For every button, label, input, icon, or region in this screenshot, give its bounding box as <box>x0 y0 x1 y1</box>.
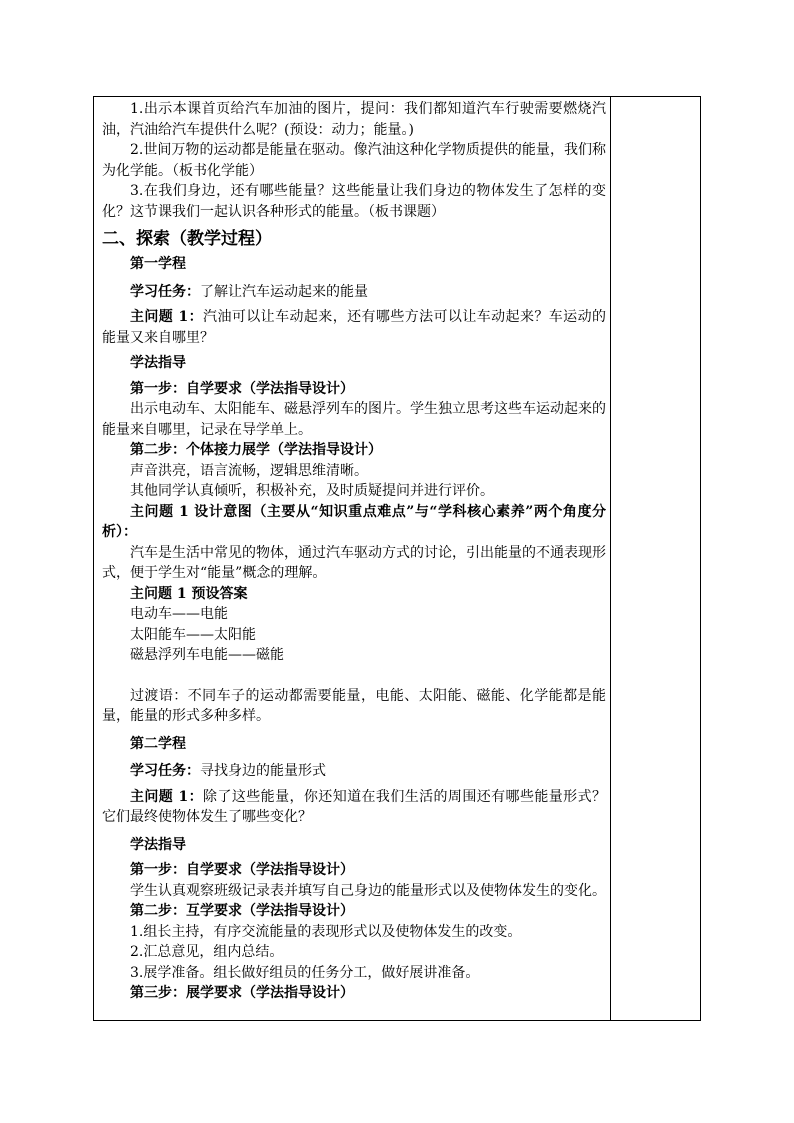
stage2-title: 第二学程 <box>130 735 186 752</box>
stage1-step1-title: 第一步：自学要求（学法指导设计） <box>130 380 354 397</box>
stage1-title: 第一学程 <box>130 256 186 272</box>
blank-line <box>102 666 606 686</box>
stage1-main-question <box>102 307 606 348</box>
stage1-answer-2: 太阳能车——太阳能 <box>130 626 256 643</box>
stage2-step1-title: 第一步：自学要求（学法指导设计） <box>130 862 354 878</box>
question-text: 汽油可以让车动起来，还有哪些方法可以让车动起来？车运动的能量又来自哪里？ <box>102 309 606 346</box>
stage1-answer-title: 主问题 1 预设答案 <box>130 585 248 602</box>
stage1-answer-1: 电动车——电能 <box>130 606 228 622</box>
intro-item-3: 3.在我们身边，还有哪些能量？这些能量让我们身边的物体发生了怎样的变化？这节课我们一起认识各种形式的能量。（板书课题） <box>102 183 606 220</box>
stage1-answer-3: 磁悬浮列车电能——磁能 <box>130 647 284 663</box>
stage2-main-question <box>102 787 606 828</box>
question-text: 除了这些能量，你还知道在我们生活的周围还有哪些能量形式？它们最终使物体发生了哪些变化？ <box>102 788 606 825</box>
question-label: 主问题 1： <box>130 788 204 805</box>
lesson-content <box>102 99 606 1004</box>
stage2-step1-text: 学生认真观察班级记录表并填写自己身边的能量形式以及使物体发生的变化。 <box>130 882 606 899</box>
stage2-step2-title: 第二步：互学要求（学法指导设计） <box>130 903 354 919</box>
stage2-step2-item-3: 3.展学准备。组长做好组员的任务分工，做好展讲准备。 <box>130 964 480 981</box>
stage1-step2-line2: 其他同学认真倾听，积极补充，及时质疑提问并进行评价。 <box>130 483 494 499</box>
stage2-guide: 学法指导 <box>130 836 186 853</box>
stage1-intent-text: 汽车是生活中常见的物体，通过汽车驱动方式的讨论，引出能量的不通表现形式，便于学生对“能量”概念的理解。 <box>102 544 606 581</box>
lesson-table <box>93 96 701 1021</box>
task-label: 学习任务： <box>130 763 200 779</box>
stage2-step2-item-1: 1.组长主持，有序交流能量的表现形式以及使物体发生的改变。 <box>130 923 522 940</box>
task-text: 寻找身边的能量形式 <box>200 763 326 779</box>
stage1-guide: 学法指导 <box>130 355 186 371</box>
stage1-step1-text: 出示电动车、太阳能车、磁悬浮列车的图片。学生独立思考这些车运动起来的能量来自哪里，记录在导学单上。 <box>102 401 606 438</box>
stage2-step3-title: 第三步：展学要求（学法指导设计） <box>130 985 354 1001</box>
task-text: 了解让汽车运动起来的能量 <box>200 283 368 300</box>
intro-item-2: 2.世间万物的运动都是能量在驱动。像汽油这种化学物质提供的能量，我们称为化学能。（板书化学能） <box>102 142 606 179</box>
section-title: 二、探索（教学过程） <box>102 229 272 249</box>
stage1-step2-line1: 声音洪亮，语言流畅，逻辑思维清晰。 <box>130 462 368 479</box>
column-divider <box>610 97 611 1020</box>
stage1-intent-title: 主问题 1 设计意图（主要从“知识重点难点”与“学科核心素养”两个角度分析）： <box>102 503 606 540</box>
stage1-task <box>102 282 606 303</box>
stage1-step2-title: 第二步：个体接力展学（学法指导设计） <box>130 442 382 458</box>
intro-item-1: 1.出示本课首页给汽车加油的图片，提问：我们都知道汽车行驶需要燃烧汽油，汽油给汽车提供什么呢？(预设：动力；能量。) <box>102 101 606 138</box>
stage2-task <box>102 761 606 782</box>
stage1-transition: 过渡语：不同车子的运动都需要能量，电能、太阳能、磁能、化学能都是能量，能量的形式多种多样。 <box>102 687 606 724</box>
stage2-step2-item-2: 2.汇总意见，组内总结。 <box>130 944 284 960</box>
question-label: 主问题 1： <box>130 309 204 325</box>
task-label: 学习任务： <box>130 283 200 300</box>
